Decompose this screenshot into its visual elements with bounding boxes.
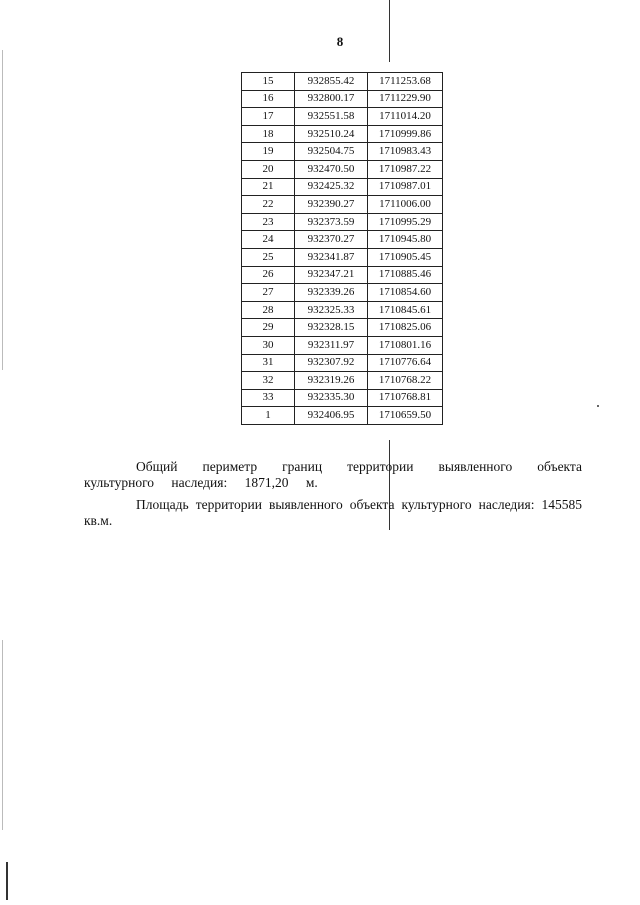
point-number-cell: 31	[242, 354, 295, 372]
point-number-cell: 18	[242, 125, 295, 143]
area-paragraph: Площадь территории выявленного объекта культурного наследия: 145585 кв.м.	[84, 497, 582, 528]
y-coordinate-cell: 1710905.45	[368, 248, 443, 266]
y-coordinate-cell: 1710987.22	[368, 160, 443, 178]
perimeter-paragraph: Общий периметр границ территории выявленного объекта культурного наследия: 1871,20 м.	[84, 459, 582, 490]
point-number-cell: 25	[242, 248, 295, 266]
table-row	[242, 196, 443, 214]
scan-artifact-line	[389, 0, 390, 62]
x-coordinate-cell: 932510.24	[295, 125, 368, 143]
point-number-cell: 33	[242, 389, 295, 407]
y-coordinate-cell: 1710999.86	[368, 125, 443, 143]
x-coordinate-cell: 932425.32	[295, 178, 368, 196]
point-number-cell: 30	[242, 336, 295, 354]
x-coordinate-cell: 932373.59	[295, 213, 368, 231]
table-row	[242, 108, 443, 126]
point-number-cell: 32	[242, 372, 295, 390]
x-coordinate-cell: 932406.95	[295, 407, 368, 425]
y-coordinate-cell: 1710945.80	[368, 231, 443, 249]
y-coordinate-cell: 1710987.01	[368, 178, 443, 196]
y-coordinate-cell: 1710768.22	[368, 372, 443, 390]
coordinates-table-body	[242, 73, 443, 425]
x-coordinate-cell: 932551.58	[295, 108, 368, 126]
point-number-cell: 28	[242, 301, 295, 319]
point-number-cell: 22	[242, 196, 295, 214]
table-row	[242, 319, 443, 337]
point-number-cell: 27	[242, 284, 295, 302]
table-row	[242, 336, 443, 354]
table-row	[242, 266, 443, 284]
table-row	[242, 284, 443, 302]
point-number-cell: 17	[242, 108, 295, 126]
x-coordinate-cell: 932311.97	[295, 336, 368, 354]
x-coordinate-cell: 932370.27	[295, 231, 368, 249]
table-row	[242, 354, 443, 372]
x-coordinate-cell: 932325.33	[295, 301, 368, 319]
point-number-cell: 29	[242, 319, 295, 337]
x-coordinate-cell: 932307.92	[295, 354, 368, 372]
table-row	[242, 178, 443, 196]
table-row	[242, 160, 443, 178]
y-coordinate-cell: 1710983.43	[368, 143, 443, 161]
scan-artifact-line	[2, 640, 3, 830]
table-row	[242, 301, 443, 319]
point-number-cell: 1	[242, 407, 295, 425]
table-row	[242, 407, 443, 425]
y-coordinate-cell: 1710776.64	[368, 354, 443, 372]
y-coordinate-cell: 1711014.20	[368, 108, 443, 126]
x-coordinate-cell: 932339.26	[295, 284, 368, 302]
table-row	[242, 231, 443, 249]
x-coordinate-cell: 932855.42	[295, 73, 368, 91]
x-coordinate-cell: 932470.50	[295, 160, 368, 178]
y-coordinate-cell: 1710768.81	[368, 389, 443, 407]
page-number: 8	[336, 34, 344, 49]
x-coordinate-cell: 932328.15	[295, 319, 368, 337]
point-number-cell: 23	[242, 213, 295, 231]
x-coordinate-cell: 932390.27	[295, 196, 368, 214]
table-row	[242, 389, 443, 407]
point-number-cell: 20	[242, 160, 295, 178]
point-number-cell: 16	[242, 90, 295, 108]
point-number-cell: 15	[242, 73, 295, 91]
x-coordinate-cell: 932341.87	[295, 248, 368, 266]
y-coordinate-cell: 1710845.61	[368, 301, 443, 319]
y-coordinate-cell: 1710801.16	[368, 336, 443, 354]
y-coordinate-cell: 1710659.50	[368, 407, 443, 425]
x-coordinate-cell: 932800.17	[295, 90, 368, 108]
point-number-cell: 19	[242, 143, 295, 161]
x-coordinate-cell: 932335.30	[295, 389, 368, 407]
y-coordinate-cell: 1710825.06	[368, 319, 443, 337]
table-row	[242, 372, 443, 390]
x-coordinate-cell: 932504.75	[295, 143, 368, 161]
table-row	[242, 125, 443, 143]
table-row	[242, 248, 443, 266]
y-coordinate-cell: 1711253.68	[368, 73, 443, 91]
scan-artifact-line	[2, 50, 3, 370]
point-number-cell: 21	[242, 178, 295, 196]
point-number-cell: 24	[242, 231, 295, 249]
y-coordinate-cell: 1710995.29	[368, 213, 443, 231]
y-coordinate-cell: 1711229.90	[368, 90, 443, 108]
y-coordinate-cell: 1711006.00	[368, 196, 443, 214]
point-number-cell: 26	[242, 266, 295, 284]
y-coordinate-cell: 1710885.46	[368, 266, 443, 284]
table-row	[242, 213, 443, 231]
scan-artifact-dot	[597, 405, 599, 407]
table-row	[242, 90, 443, 108]
table-row	[242, 143, 443, 161]
table-row	[242, 73, 443, 91]
scan-artifact-mark	[6, 862, 8, 900]
coordinates-table	[241, 72, 443, 425]
x-coordinate-cell: 932319.26	[295, 372, 368, 390]
y-coordinate-cell: 1710854.60	[368, 284, 443, 302]
x-coordinate-cell: 932347.21	[295, 266, 368, 284]
